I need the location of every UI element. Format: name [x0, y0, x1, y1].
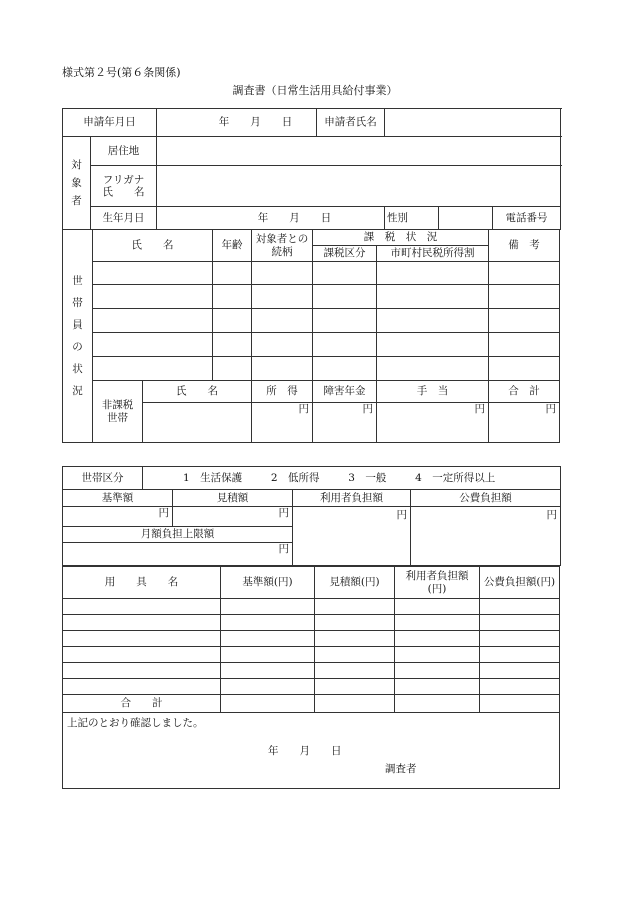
birth-field[interactable]: 年 月 日 — [157, 207, 385, 230]
estimate-amount-label: 見積額 — [173, 490, 293, 507]
member-row — [63, 309, 560, 333]
confirmation-box — [63, 713, 560, 789]
nontax-allowance-field[interactable]: 円 — [377, 403, 489, 443]
tax-status-header: 課 税 状 況 — [313, 230, 489, 246]
items-total-user-burden[interactable] — [395, 695, 480, 713]
tax-class-header: 課税区分 — [313, 246, 377, 262]
furigana-label: フリガナ — [102, 173, 145, 186]
item-estimate-header: 見積額(円) — [315, 567, 395, 599]
sex-field[interactable] — [439, 207, 493, 230]
member-row — [63, 285, 560, 309]
nontax-total-field[interactable]: 円 — [489, 403, 560, 443]
estimate-amount-field[interactable]: 円 — [173, 507, 293, 527]
subject-name-label: 氏 名 — [102, 186, 145, 198]
confirmation-date[interactable]: 年 月 日 — [268, 745, 342, 757]
public-burden-field[interactable]: 円 — [411, 507, 561, 566]
age-header: 年齢 — [213, 230, 252, 262]
applicant-name-field[interactable] — [385, 109, 561, 137]
nontax-name-header: 氏 名 — [143, 381, 252, 403]
nontax-total-header: 合 計 — [489, 381, 560, 403]
nontax-label: 非課税世帯 — [93, 381, 143, 443]
phone-label: 電話番号 — [493, 207, 561, 230]
subject-group-label: 対 象 者 — [63, 137, 91, 230]
apply-date-label: 申請年月日 — [63, 109, 157, 137]
household-group-label: 世 帯 員 の 状 況 — [63, 230, 93, 443]
member-row — [63, 262, 560, 285]
household-table — [62, 229, 560, 443]
apply-date-field[interactable]: 年 月 日 — [157, 109, 317, 137]
items-total-public-burden[interactable] — [480, 695, 560, 713]
amounts-table — [62, 466, 561, 566]
member-name-header: 氏 名 — [93, 230, 213, 262]
household-class-options[interactable] — [143, 467, 561, 490]
applicant-name-label: 申請者氏名 — [317, 109, 385, 137]
user-burden-field[interactable]: 円 — [293, 507, 411, 566]
items-total-label: 合 計 — [63, 695, 221, 713]
nontax-income-field[interactable]: 円 — [252, 403, 313, 443]
sex-label: 性別 — [385, 207, 439, 230]
item-row — [63, 647, 560, 663]
address-label: 居住地 — [91, 137, 157, 166]
class-option-2[interactable]: 2 低所得 — [270, 471, 320, 484]
item-public-burden-header: 公費負担額(円) — [480, 567, 560, 599]
item-row — [63, 679, 560, 695]
class-option-1[interactable]: 1 生活保護 — [183, 471, 243, 484]
form-reference: 様式第２号(第６条関係) — [62, 66, 181, 79]
item-base-header: 基準額(円) — [221, 567, 315, 599]
investigator-label: 調査者 — [385, 763, 417, 775]
name-label — [91, 166, 157, 207]
items-total-base[interactable] — [221, 695, 315, 713]
document-title: 調査書（日常生活用具給付事業） — [232, 84, 398, 97]
remarks-header: 備 考 — [489, 230, 560, 262]
items-total-estimate[interactable] — [315, 695, 395, 713]
monthly-limit-label: 月額負担上限額 — [63, 527, 293, 543]
relation-header: 対象者との続柄 — [252, 230, 313, 262]
nontax-income-header: 所 得 — [252, 381, 313, 403]
confirmation-statement: 上記のとおり確認しました。 — [67, 717, 204, 729]
subject-name-field[interactable] — [157, 166, 561, 207]
nontax-pension-field[interactable]: 円 — [313, 403, 377, 443]
nontax-name-field[interactable] — [143, 403, 252, 443]
item-user-burden-header: 利用者負担額(円) — [395, 567, 480, 599]
member-row — [63, 357, 560, 381]
public-burden-label: 公費負担額 — [411, 490, 561, 507]
nontax-allowance-header: 手 当 — [377, 381, 489, 403]
address-field[interactable] — [157, 137, 561, 166]
item-row — [63, 663, 560, 679]
municipal-tax-header: 市町村民税所得割 — [377, 246, 489, 262]
nontax-pension-header: 障害年金 — [313, 381, 377, 403]
member-row — [63, 333, 560, 357]
base-amount-field[interactable]: 円 — [63, 507, 173, 527]
birth-label: 生年月日 — [91, 207, 157, 230]
subject-table — [62, 108, 561, 230]
item-row — [63, 631, 560, 647]
user-burden-label: 利用者負担額 — [293, 490, 411, 507]
class-option-3[interactable]: 3 一般 — [348, 471, 387, 484]
equipment-table — [62, 566, 560, 789]
item-row — [63, 615, 560, 631]
item-name-header: 用 具 名 — [63, 567, 221, 599]
item-row — [63, 599, 560, 615]
household-class-label: 世帯区分 — [63, 467, 143, 490]
class-option-4[interactable]: 4 一定所得以上 — [415, 471, 496, 484]
monthly-limit-field[interactable]: 円 — [63, 543, 293, 566]
base-amount-label: 基準額 — [63, 490, 173, 507]
